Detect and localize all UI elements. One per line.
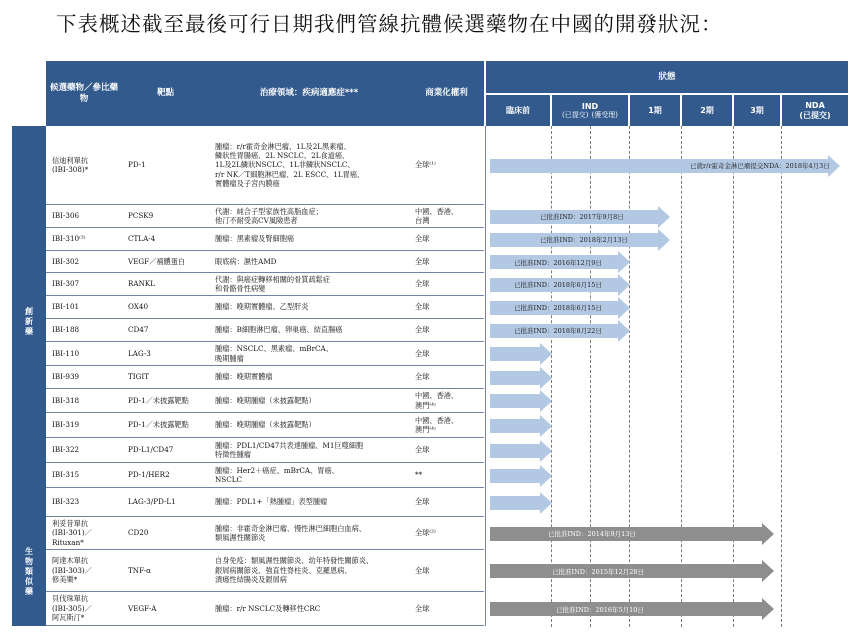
target-name-label: CD20 <box>128 528 149 538</box>
divider-phase3-nda <box>781 126 782 627</box>
table-row <box>46 366 484 389</box>
indication-text <box>209 592 409 625</box>
status-arrow-head <box>762 598 774 620</box>
rights-text <box>409 296 484 318</box>
status-arrow-head <box>618 320 630 342</box>
status-arrow-head <box>618 297 630 319</box>
target-name-label: RANKL <box>128 279 156 289</box>
status-arrow-head <box>540 343 552 365</box>
header-status <box>486 61 848 93</box>
drug-name-label: IBI-110 <box>52 348 80 358</box>
status-arrow-label: 已批准IND：2018年8月22日 <box>514 327 602 335</box>
status-arrow-bar <box>490 371 540 385</box>
divider-phase1-phase2 <box>681 126 682 627</box>
status-arrow-head <box>540 465 552 487</box>
target-name <box>122 592 209 625</box>
rights-text <box>409 413 484 437</box>
rights-text <box>409 228 484 250</box>
status-arrow-head <box>618 274 630 296</box>
status-arrow <box>490 602 774 616</box>
drug-name <box>46 319 122 341</box>
status-arrow <box>490 444 552 458</box>
status-arrow <box>490 255 630 269</box>
target-name <box>122 389 209 412</box>
drug-name-label: IBI-322 <box>52 445 80 455</box>
stage-nda <box>782 95 848 126</box>
indication-text-label: 代謝：純合子型家族性高脂血症； 他汀不耐受高CV風險患者 <box>215 206 323 225</box>
stage-preclinical-label: 臨床前 <box>506 105 530 115</box>
indication-text-label: 眼底病：濕性AMD <box>215 256 277 266</box>
status-arrow-bar <box>490 419 540 433</box>
stage-phase3-label: 3期 <box>750 105 764 115</box>
section-biosimilar <box>12 517 46 626</box>
stage-ind-approved: (獲受理) <box>591 111 618 120</box>
table-row <box>46 550 484 592</box>
rights-text <box>409 463 484 487</box>
status-arrow-head <box>540 367 552 389</box>
drug-name-label: IBI-306 <box>52 211 80 221</box>
indication-text-label: 腫瘤：晚期實體瘤、乙型肝炎 <box>215 302 309 312</box>
target-name-label: OX40 <box>128 302 149 312</box>
rights-text-label: 全球 <box>415 256 430 266</box>
table-row <box>46 488 484 517</box>
indication-text-label: 腫瘤：晚期實體瘤 <box>215 372 273 382</box>
rights-text-label: 全球⁽²⁾ <box>415 528 436 538</box>
stage-nda-label: NDA <box>805 100 825 110</box>
table-row <box>46 296 484 319</box>
target-name-label: PD-1／未披露靶點 <box>128 420 189 430</box>
drug-name <box>46 205 122 227</box>
indication-text <box>209 126 409 204</box>
status-arrow-head <box>618 251 630 273</box>
table-row <box>46 413 484 438</box>
rights-text-label: 全球 <box>415 348 430 358</box>
rights-text-label: 中國、香港、 澳門⁽⁴⁾ <box>415 415 459 434</box>
target-name <box>122 366 209 388</box>
table-row <box>46 517 484 550</box>
indication-text-label: 腫瘤：PDL1+「熱腫瘤」表型腫瘤 <box>215 497 328 507</box>
indication-text <box>209 251 409 272</box>
indication-text <box>209 296 409 318</box>
drug-name <box>46 488 122 516</box>
header-status-label: 狀態 <box>658 71 676 82</box>
drug-name-label: IBI-307 <box>52 279 80 289</box>
drug-name <box>46 296 122 318</box>
status-arrow-label: 已批准IND：2018年6月15日 <box>514 281 602 289</box>
table-row <box>46 251 484 273</box>
status-arrow <box>490 564 774 578</box>
indication-text-label: 腫瘤：NSCLC、黑素瘤、mBrCA、 晚期腫瘤 <box>215 344 333 363</box>
indication-text-label: 腫瘤：PDL1/CD47共表達腫瘤、M1巨噬細胞 特徵性腫瘤 <box>215 440 364 459</box>
table-row <box>46 463 484 488</box>
table-row <box>46 126 484 205</box>
drug-name-label: 貝伐珠單抗 (IBI-305)／ 阿瓦斯汀* <box>52 594 92 623</box>
drug-name <box>46 251 122 272</box>
drug-name <box>46 126 122 204</box>
rights-text <box>409 126 484 204</box>
rights-text-label: 全球 <box>415 497 430 507</box>
stage-ind-submitted: (已提交) <box>562 111 589 120</box>
stage-preclinical <box>486 95 550 126</box>
target-name <box>122 273 209 295</box>
drug-name <box>46 550 122 591</box>
indication-text <box>209 205 409 227</box>
drug-name <box>46 592 122 625</box>
rights-text-label: 中國、香港、 澳門⁽⁴⁾ <box>415 391 459 410</box>
target-name <box>122 342 209 365</box>
indication-text <box>209 550 409 591</box>
indication-text <box>209 342 409 365</box>
indication-text-label: 自身免疫：類風濕性關節炎、幼年特發性關節炎、 銀屑病關節炎、強直性脊柱炎、克羅恩病、 潰瘍性結腸炎及銀屑病 <box>215 556 374 585</box>
indication-text-label: 腫瘤：B細胞淋巴瘤、卵巢癌、結直腸癌 <box>215 325 343 335</box>
drug-name <box>46 366 122 388</box>
target-name <box>122 228 209 250</box>
drug-name-label: IBI-939 <box>52 372 80 382</box>
table-row <box>46 592 484 626</box>
status-arrow-head <box>658 229 670 251</box>
target-name-label: LAG-3 <box>128 348 151 358</box>
indication-text <box>209 413 409 437</box>
stage-phase2 <box>682 95 732 126</box>
target-name-label: LAG-3/PD-L1 <box>128 497 176 507</box>
drug-name <box>46 413 122 437</box>
status-arrow <box>490 371 552 385</box>
status-arrow-label: 已批准IND：2016年5月10日 <box>556 605 644 614</box>
rights-text <box>409 251 484 272</box>
stage-ind <box>552 95 628 126</box>
status-arrow-label: 已批准IND：2018年6月15日 <box>514 304 602 312</box>
status-arrow-bar <box>490 444 540 458</box>
status-arrow <box>490 301 630 315</box>
indication-text-label: 腫瘤：晚期腫瘤（未披露靶點） <box>215 420 316 430</box>
status-arrow-label: 已批准IND：2014年9月13日 <box>548 530 636 538</box>
status-arrow <box>490 324 630 338</box>
drug-name-label: IBI-319 <box>52 420 80 430</box>
drug-name <box>46 463 122 487</box>
divider-ind-phase1 <box>629 126 630 627</box>
status-arrow <box>490 469 552 483</box>
drug-name-label: IBI-188 <box>52 325 80 335</box>
rights-text <box>409 389 484 412</box>
stage-nda-sub: (已提交) <box>799 110 831 120</box>
rights-text <box>409 342 484 365</box>
indication-text-label: 腫瘤：非霍奇金淋巴瘤、慢性淋巴細胞白血病、 類風濕性關節炎 <box>215 523 366 542</box>
target-name-label: TIGIT <box>128 372 150 382</box>
target-name <box>122 413 209 437</box>
target-name <box>122 205 209 227</box>
status-arrow <box>490 159 840 173</box>
header-indication-label: 治療領域：疾病適應症*** <box>259 88 359 99</box>
rights-text <box>409 592 484 625</box>
rights-text-label: 全球 <box>415 325 430 335</box>
indication-text <box>209 438 409 462</box>
drug-name-label: IBI-302 <box>52 256 80 266</box>
rights-text <box>409 205 484 227</box>
status-arrow-head <box>762 523 774 545</box>
status-arrow-head <box>658 206 670 228</box>
indication-text <box>209 488 409 516</box>
target-name <box>122 488 209 516</box>
status-arrow-label: 已就r/r霍奇金淋巴瘤提交NDA：2018年4月3日 <box>690 162 830 170</box>
section-innovative <box>12 126 46 517</box>
header-drug <box>46 61 122 126</box>
section-biosimilar-label: 生物類似藥 <box>24 546 34 597</box>
drug-name <box>46 228 122 250</box>
status-arrow-bar <box>490 394 540 408</box>
rights-text <box>409 319 484 341</box>
status-arrow <box>490 278 630 292</box>
header-drug-label: 候選藥物／參比藥物 <box>49 82 118 104</box>
drug-name-label: IBI-318 <box>52 395 80 405</box>
rights-text-label: 全球⁽¹⁾ <box>415 160 436 170</box>
target-name-label: VEGF-A <box>128 603 157 613</box>
stage-phase1-label: 1期 <box>648 105 662 115</box>
status-arrow-label: 已批准IND：2016年12月9日 <box>514 258 602 267</box>
table-row <box>46 319 484 342</box>
rights-text-label: 全球 <box>415 302 430 312</box>
header-target-label: 靶點 <box>156 88 174 99</box>
divider-table-status <box>485 126 486 626</box>
status-arrow <box>490 347 552 361</box>
divider-phase2-phase3 <box>733 126 734 627</box>
status-arrow-bar <box>490 469 540 483</box>
status-arrow <box>490 419 552 433</box>
indication-text <box>209 463 409 487</box>
indication-text <box>209 389 409 412</box>
indication-text <box>209 319 409 341</box>
table-row <box>46 273 484 296</box>
indication-text-label: 腫瘤：黑素瘤及腎細胞癌 <box>215 234 295 244</box>
target-name-label: CTLA-4 <box>128 234 156 244</box>
header-rights-label: 商業化權利 <box>425 88 468 99</box>
drug-name <box>46 517 122 549</box>
rights-text <box>409 438 484 462</box>
section-innovative-label: 創新藥 <box>24 306 34 337</box>
drug-name-label: IBI-323 <box>52 497 80 507</box>
drug-name <box>46 438 122 462</box>
header-target <box>122 61 209 126</box>
rights-text-label: 全球 <box>415 603 430 613</box>
rights-text <box>409 517 484 549</box>
target-name-label: CD47 <box>128 325 149 335</box>
target-name-label: PD-L1/CD47 <box>128 445 174 455</box>
status-arrow <box>490 394 552 408</box>
indication-text-label: 腫瘤：r/r霍奇金淋巴瘤、1L及2L黑素瘤、 鱗狀性胃腸癌、2L NSCLC、2L食道癌、 1L及2L鱗狀NSCLC、1L非鱗狀NSCLC、 r/r NK／T細胞淋巴瘤、2L ESCC、1L胃癌、 實體瘤及子宮內膜癌 <box>215 141 365 189</box>
rights-text <box>409 273 484 295</box>
status-arrow-bar <box>490 347 540 361</box>
status-arrow <box>490 233 670 247</box>
status-arrow-label: 已批准IND：2015年12月28日 <box>552 567 645 576</box>
target-name-label: PD-1/HER2 <box>128 470 170 480</box>
stage-phase1 <box>630 95 680 126</box>
table-row <box>46 342 484 366</box>
status-arrow-head <box>762 560 774 582</box>
page-heading: 下表概述截至最後可行日期我們管線抗體候選藥物在中國的開發狀況： <box>56 12 723 36</box>
target-name <box>122 251 209 272</box>
rights-text <box>409 550 484 591</box>
indication-text <box>209 366 409 388</box>
indication-text-label: 代謝：與癌症轉移相關的骨質疏鬆症 和骨骼骨性病變 <box>215 274 331 293</box>
stage-phase2-label: 2期 <box>700 105 714 115</box>
rights-text-label: 全球 <box>415 565 430 575</box>
status-arrow-head <box>540 492 552 514</box>
target-name-label: PD-1 <box>128 160 146 170</box>
target-name-label: VEGF／補體蛋白 <box>128 256 186 266</box>
indication-text-label: 腫瘤：晚期腫瘤（未披露靶點） <box>215 395 316 405</box>
table-row <box>46 228 484 251</box>
status-arrow-head <box>540 415 552 437</box>
drug-name <box>46 342 122 365</box>
drug-name-label: IBI-310⁽³⁾ <box>52 234 86 244</box>
drug-name <box>46 389 122 412</box>
rights-text-label: 全球 <box>415 445 430 455</box>
header-indication <box>209 61 409 126</box>
table-row <box>46 389 484 413</box>
table-row <box>46 438 484 463</box>
indication-text-label: 腫瘤：Her2＋癌症、mBrCA、胃癌、 NSCLC <box>215 465 339 484</box>
indication-text <box>209 273 409 295</box>
target-name <box>122 319 209 341</box>
status-arrow-label: 已批准IND：2018年2月13日 <box>540 236 628 244</box>
target-name <box>122 126 209 204</box>
target-name <box>122 296 209 318</box>
indication-text <box>209 228 409 250</box>
target-name-label: TNF-α <box>128 565 152 575</box>
status-arrow <box>490 210 670 224</box>
rights-text-label: ** <box>415 470 423 480</box>
target-name-label: PCSK9 <box>128 211 154 221</box>
target-name <box>122 463 209 487</box>
target-name <box>122 517 209 549</box>
rights-text-label: 全球 <box>415 279 430 289</box>
status-arrow <box>490 527 774 541</box>
divider-ind-mid <box>590 126 591 627</box>
header-rights <box>409 61 484 126</box>
status-arrow <box>490 496 552 510</box>
target-name <box>122 438 209 462</box>
status-arrow-bar <box>490 496 540 510</box>
status-arrow-label: 已批准IND：2017年9月8日 <box>540 213 624 221</box>
rights-text <box>409 488 484 516</box>
status-arrow-head <box>540 440 552 462</box>
target-name <box>122 550 209 591</box>
rights-text <box>409 366 484 388</box>
drug-name-label: 阿達木單抗 (IBI-303)／ 修美樂* <box>52 556 92 585</box>
indication-text <box>209 517 409 549</box>
rights-text-label: 全球 <box>415 372 430 382</box>
status-arrow-head <box>540 390 552 412</box>
stage-ind-subnotes <box>562 111 618 119</box>
drug-name-label: IBI-315 <box>52 470 80 480</box>
indication-text-label: 腫瘤：r/r NSCLC及轉移性CRC <box>215 603 321 613</box>
rights-text-label: 中國、香港、 台灣 <box>415 206 459 225</box>
target-name-label: PD-1／未披露靶點 <box>128 395 189 405</box>
rights-text-label: 全球 <box>415 234 430 244</box>
table-row <box>46 205 484 228</box>
drug-name-label: 利妥昔單抗 (IBI-301)／ Rituxan* <box>52 518 92 547</box>
drug-name-label: IBI-101 <box>52 302 80 312</box>
drug-name <box>46 273 122 295</box>
drug-name-label: 信迪利單抗 (IBI-308)* <box>52 155 89 174</box>
stage-ind-label: IND <box>581 101 599 111</box>
stage-phase3 <box>734 95 780 126</box>
